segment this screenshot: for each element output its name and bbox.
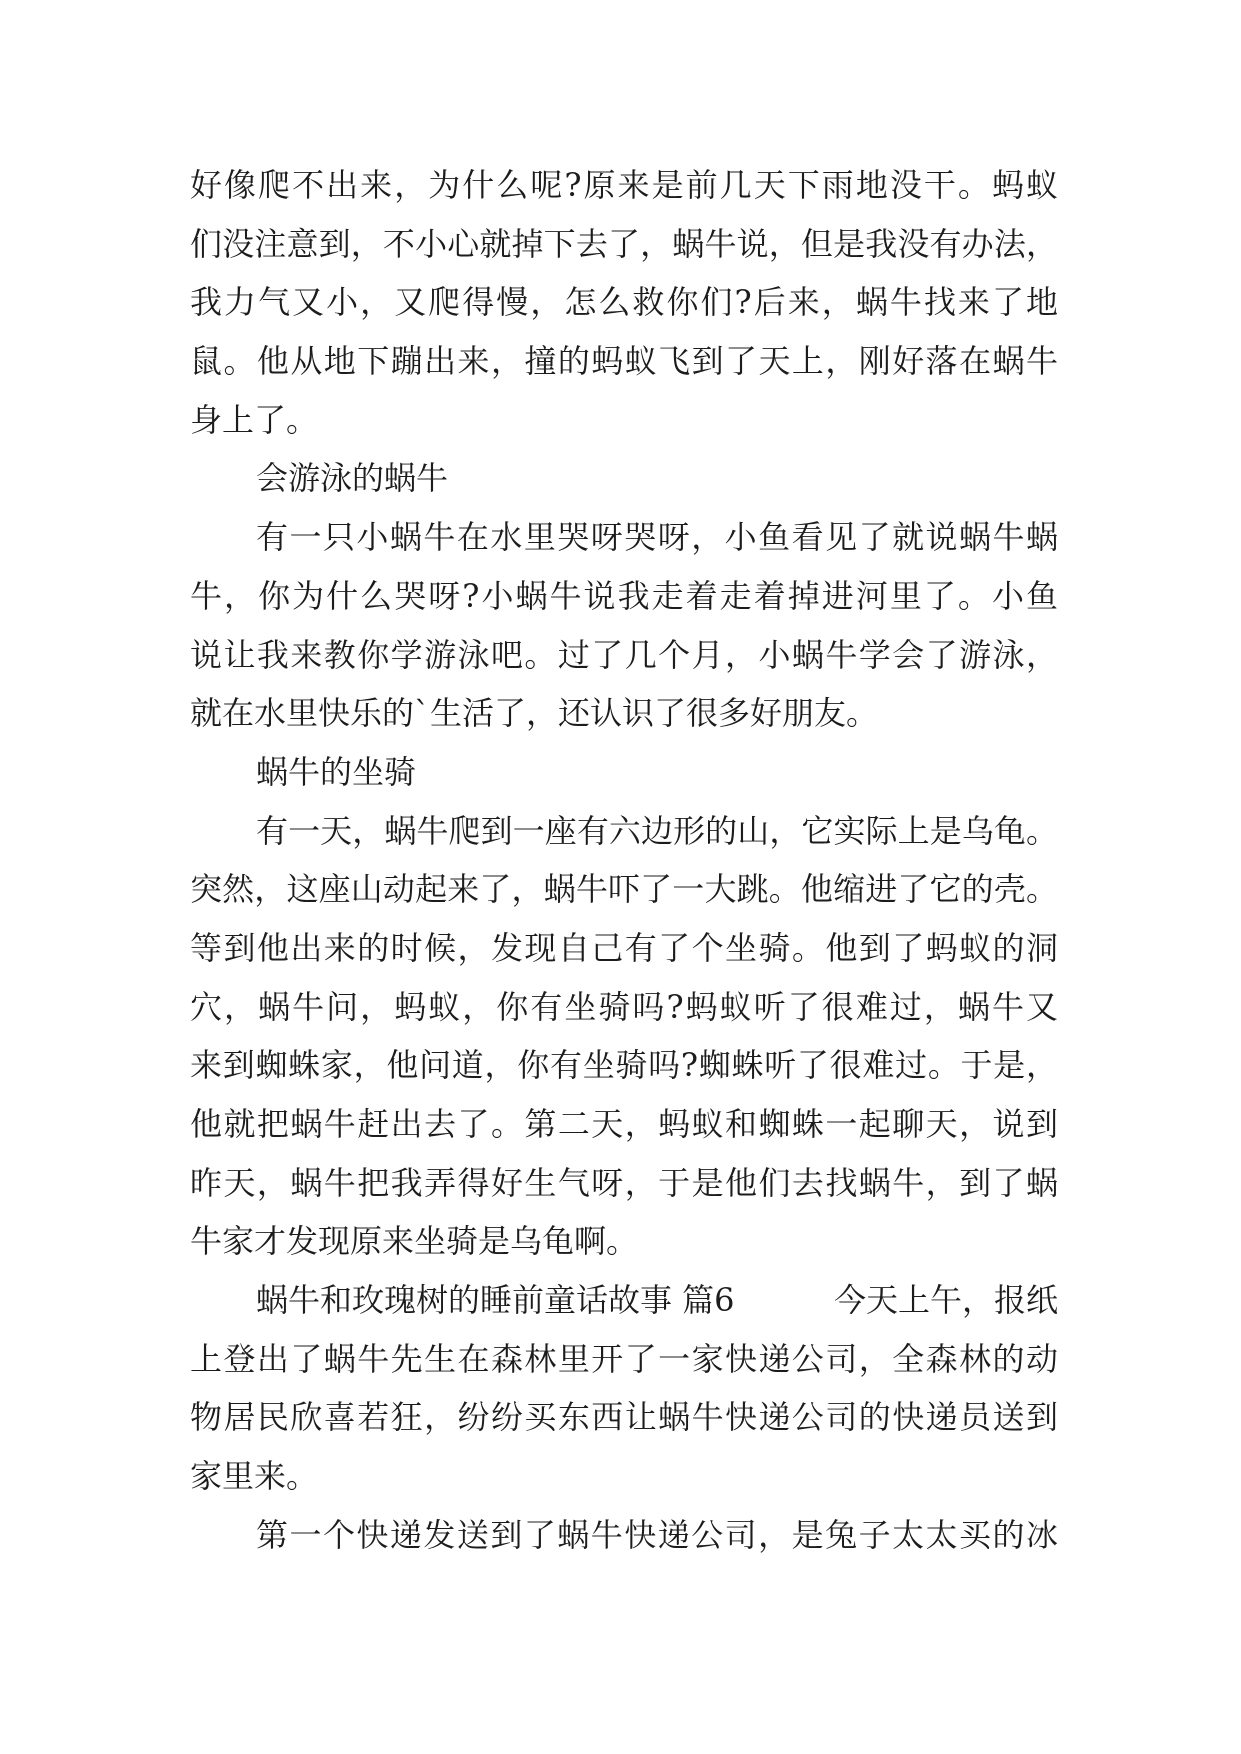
text-line: 来到蜘蛛家，他问道，你有坐骑吗?蜘蛛听了很难过。于是， xyxy=(190,1046,1058,1085)
text-line: 有一天，蜗牛爬到一座有六边形的山，它实际上是乌龟。 xyxy=(256,811,1058,850)
paragraph xyxy=(190,508,1058,743)
text-line: 第一个快递发送到了蜗牛快递公司，是兔子太太买的冰 xyxy=(256,1515,1058,1554)
text-line: 们没注意到，不小心就掉下去了，蜗牛说，但是我没有办法， xyxy=(190,224,1058,263)
text-line: 牛家才发现原来坐骑是乌龟啊。 xyxy=(190,1222,639,1261)
text-line: 就在水里快乐的`生活了，还认识了很多好朋友。 xyxy=(190,694,879,733)
text-line: 穴，蜗牛问，蚂蚁，你有坐骑吗?蚂蚁听了很难过，蜗牛又 xyxy=(190,987,1058,1026)
paragraph xyxy=(190,156,1058,449)
document-body xyxy=(190,156,1058,1565)
text-line: 身上了。 xyxy=(190,400,319,439)
text-line: 上登出了蜗牛先生在森林里开了一家快递公司，全森林的动 xyxy=(190,1339,1058,1378)
paragraph xyxy=(190,802,1058,1272)
text-line: 牛，你为什么哭呀?小蜗牛说我走着走着掉进河里了。小鱼 xyxy=(190,576,1058,615)
text-line: 有一只小蜗牛在水里哭呀哭呀，小鱼看见了就说蜗牛蜗 xyxy=(256,518,1058,557)
text-line: 物居民欣喜若狂，纷纷买东西让蜗牛快递公司的快递员送到 xyxy=(190,1398,1058,1437)
paragraph xyxy=(190,1271,1058,1506)
story-title: 蜗牛和玫瑰树的睡前童话故事 篇6 xyxy=(256,1281,735,1320)
section-heading: 蜗牛的坐骑 xyxy=(256,752,417,791)
text-line: 好像爬不出来，为什么呢?原来是前几天下雨地没干。蚂蚁 xyxy=(190,166,1058,204)
text-line: 鼠。他从地下蹦出来，撞的蚂蚁飞到了天上，刚好落在蜗牛 xyxy=(190,342,1058,381)
story-text: 今天上午，报纸 xyxy=(833,1281,1058,1320)
paragraph xyxy=(190,1506,1058,1565)
text-line: 昨天，蜗牛把我弄得好生气呀，于是他们去找蜗牛，到了蜗 xyxy=(190,1163,1058,1202)
section-heading: 会游泳的蜗牛 xyxy=(256,459,449,498)
text-line: 说让我来教你学游泳吧。过了几个月，小蜗牛学会了游泳， xyxy=(190,635,1058,674)
text-line: 等到他出来的时候，发现自己有了个坐骑。他到了蚂蚁的洞 xyxy=(190,928,1058,967)
text-line: 家里来。 xyxy=(190,1457,319,1496)
text-line: 他就把蜗牛赶出去了。第二天，蚂蚁和蜘蛛一起聊天，说到 xyxy=(190,1105,1058,1143)
text-line: 突然，这座山动起来了，蜗牛吓了一大跳。他缩进了它的壳。 xyxy=(190,870,1058,909)
text-line: 我力气又小，又爬得慢，怎么救你们?后来，蜗牛找来了地 xyxy=(190,283,1058,322)
text-line xyxy=(190,1271,1058,1330)
